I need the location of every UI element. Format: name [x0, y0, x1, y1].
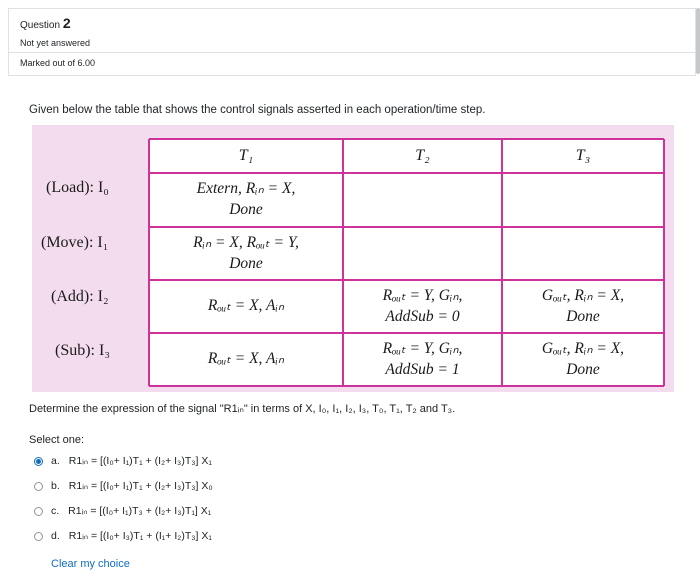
table-hline: [149, 385, 664, 387]
table-cell-r4-c2: [343, 333, 502, 386]
table-hline: [149, 332, 664, 334]
radio-a[interactable]: [34, 457, 43, 466]
table-header-text: T₃: [575, 147, 591, 165]
table-header-t3: [502, 139, 664, 173]
table-cell-r2-c3: [502, 227, 664, 280]
option-d-letter: d.: [51, 530, 60, 542]
control-signal-table: [32, 125, 674, 392]
option-a-text: R1ᵢₙ = [(I₀+ I₁)T₁ + (I₂+ I₃)T₃] X₁: [68, 455, 212, 467]
table-cell-line: Rₒᵤₜ = X, Aᵢₙ: [207, 350, 285, 368]
table-cell-line: Done: [566, 360, 600, 378]
scrollbar[interactable]: [696, 8, 700, 74]
table-cell-line: Gₒᵤₜ, Rᵢₙ = X,: [541, 339, 625, 357]
table-cell-line: Rₒᵤₜ = X, Aᵢₙ: [207, 297, 285, 315]
table-cell-r1-c3: [502, 173, 664, 227]
question-number: Question 2: [20, 15, 71, 31]
option-c-letter: c.: [51, 505, 60, 517]
table-hline: [149, 279, 664, 281]
table-header-text: T₂: [415, 147, 430, 165]
row-label-sub: (Sub): I₃: [55, 342, 110, 359]
radio-c[interactable]: [34, 507, 43, 516]
table-cell-r3-c2: [343, 280, 502, 333]
option-d-text: R1ᵢₙ = [(I₀+ I₃)T₁ + (I₁+ I₂)T₃] X₁: [68, 530, 212, 542]
table-cell-line: Done: [229, 254, 263, 272]
table-cell-line: Rₒᵤₜ = Y, Gᵢₙ,: [382, 286, 463, 304]
radio-d[interactable]: [34, 532, 43, 541]
table-vline: [663, 139, 665, 386]
table-header-text: T₁: [238, 147, 254, 165]
question-marks: Marked out of 6.00: [20, 58, 96, 68]
option-b-text: R1ᵢₙ = [(I₀+ I₁)T₁ + (I₂+ I₃)T₃] X₀: [68, 480, 213, 492]
option-b-letter: b.: [51, 480, 60, 492]
table-cell-line: Rₒᵤₜ = Y, Gᵢₙ,: [382, 339, 463, 357]
table-cell-r2-c1: [149, 227, 343, 280]
info-divider: [9, 52, 695, 53]
table-cell-r2-c2: [343, 227, 502, 280]
table-cell-line: Extern, Rᵢₙ = X,: [196, 180, 296, 198]
table-vline: [501, 139, 503, 386]
radio-b[interactable]: [34, 482, 43, 491]
table-cell-line: AddSub = 1: [385, 360, 460, 378]
row-label-add: (Add): I₂: [51, 288, 109, 305]
select-one-label: Select one:: [29, 434, 85, 446]
table-cell-r1-c2: [343, 173, 502, 227]
table-hline: [149, 138, 664, 140]
table-header-t2: [343, 139, 502, 173]
option-a-letter: a.: [51, 455, 60, 467]
table-cell-r1-c1: [149, 173, 343, 227]
table-vline: [148, 139, 150, 386]
table-hline: [149, 226, 664, 228]
table-cell-line: AddSub = 0: [385, 307, 460, 325]
option-c-text: R1ᵢₙ = [(I₀+ I₁)T₃ + (I₂+ I₃)T₁] X₁: [68, 505, 212, 517]
table-cell-r3-c1: [149, 280, 343, 333]
table-cell-line: Gₒᵤₜ, Rᵢₙ = X,: [541, 286, 625, 304]
clear-choice-link[interactable]: Clear my choice: [51, 558, 130, 570]
option-d[interactable]: [34, 529, 212, 543]
table-vline: [342, 139, 344, 386]
table-hline: [149, 172, 664, 174]
table-cell-r4-c1: [149, 333, 343, 386]
question-info-box: [8, 8, 696, 76]
question-prompt: Given below the table that shows the control signals asserted in each operation/time step.: [29, 104, 486, 116]
table-cell-line: Done: [229, 201, 263, 218]
determine-text: Determine the expression of the signal "R1ᵢₙ" in terms of X, I₀, I₁, I₂, I₃, T₀, T₁, T₂ and T₃.: [29, 403, 456, 415]
question-state: Not yet answered: [20, 38, 91, 48]
row-label-move: (Move): I₁: [41, 234, 109, 251]
table-cell-line: Done: [566, 307, 600, 325]
option-a[interactable]: [34, 454, 212, 468]
option-c[interactable]: [34, 504, 211, 518]
table-cell-r3-c3: [502, 280, 664, 333]
table-cell-line: Rᵢₙ = X, Rₒᵤₜ = Y,: [193, 233, 299, 251]
row-label-load: (Load): I₀: [46, 179, 109, 196]
table-cell-r4-c3: [502, 333, 664, 386]
option-b[interactable]: [34, 479, 213, 493]
table-header-t1: [149, 139, 343, 173]
